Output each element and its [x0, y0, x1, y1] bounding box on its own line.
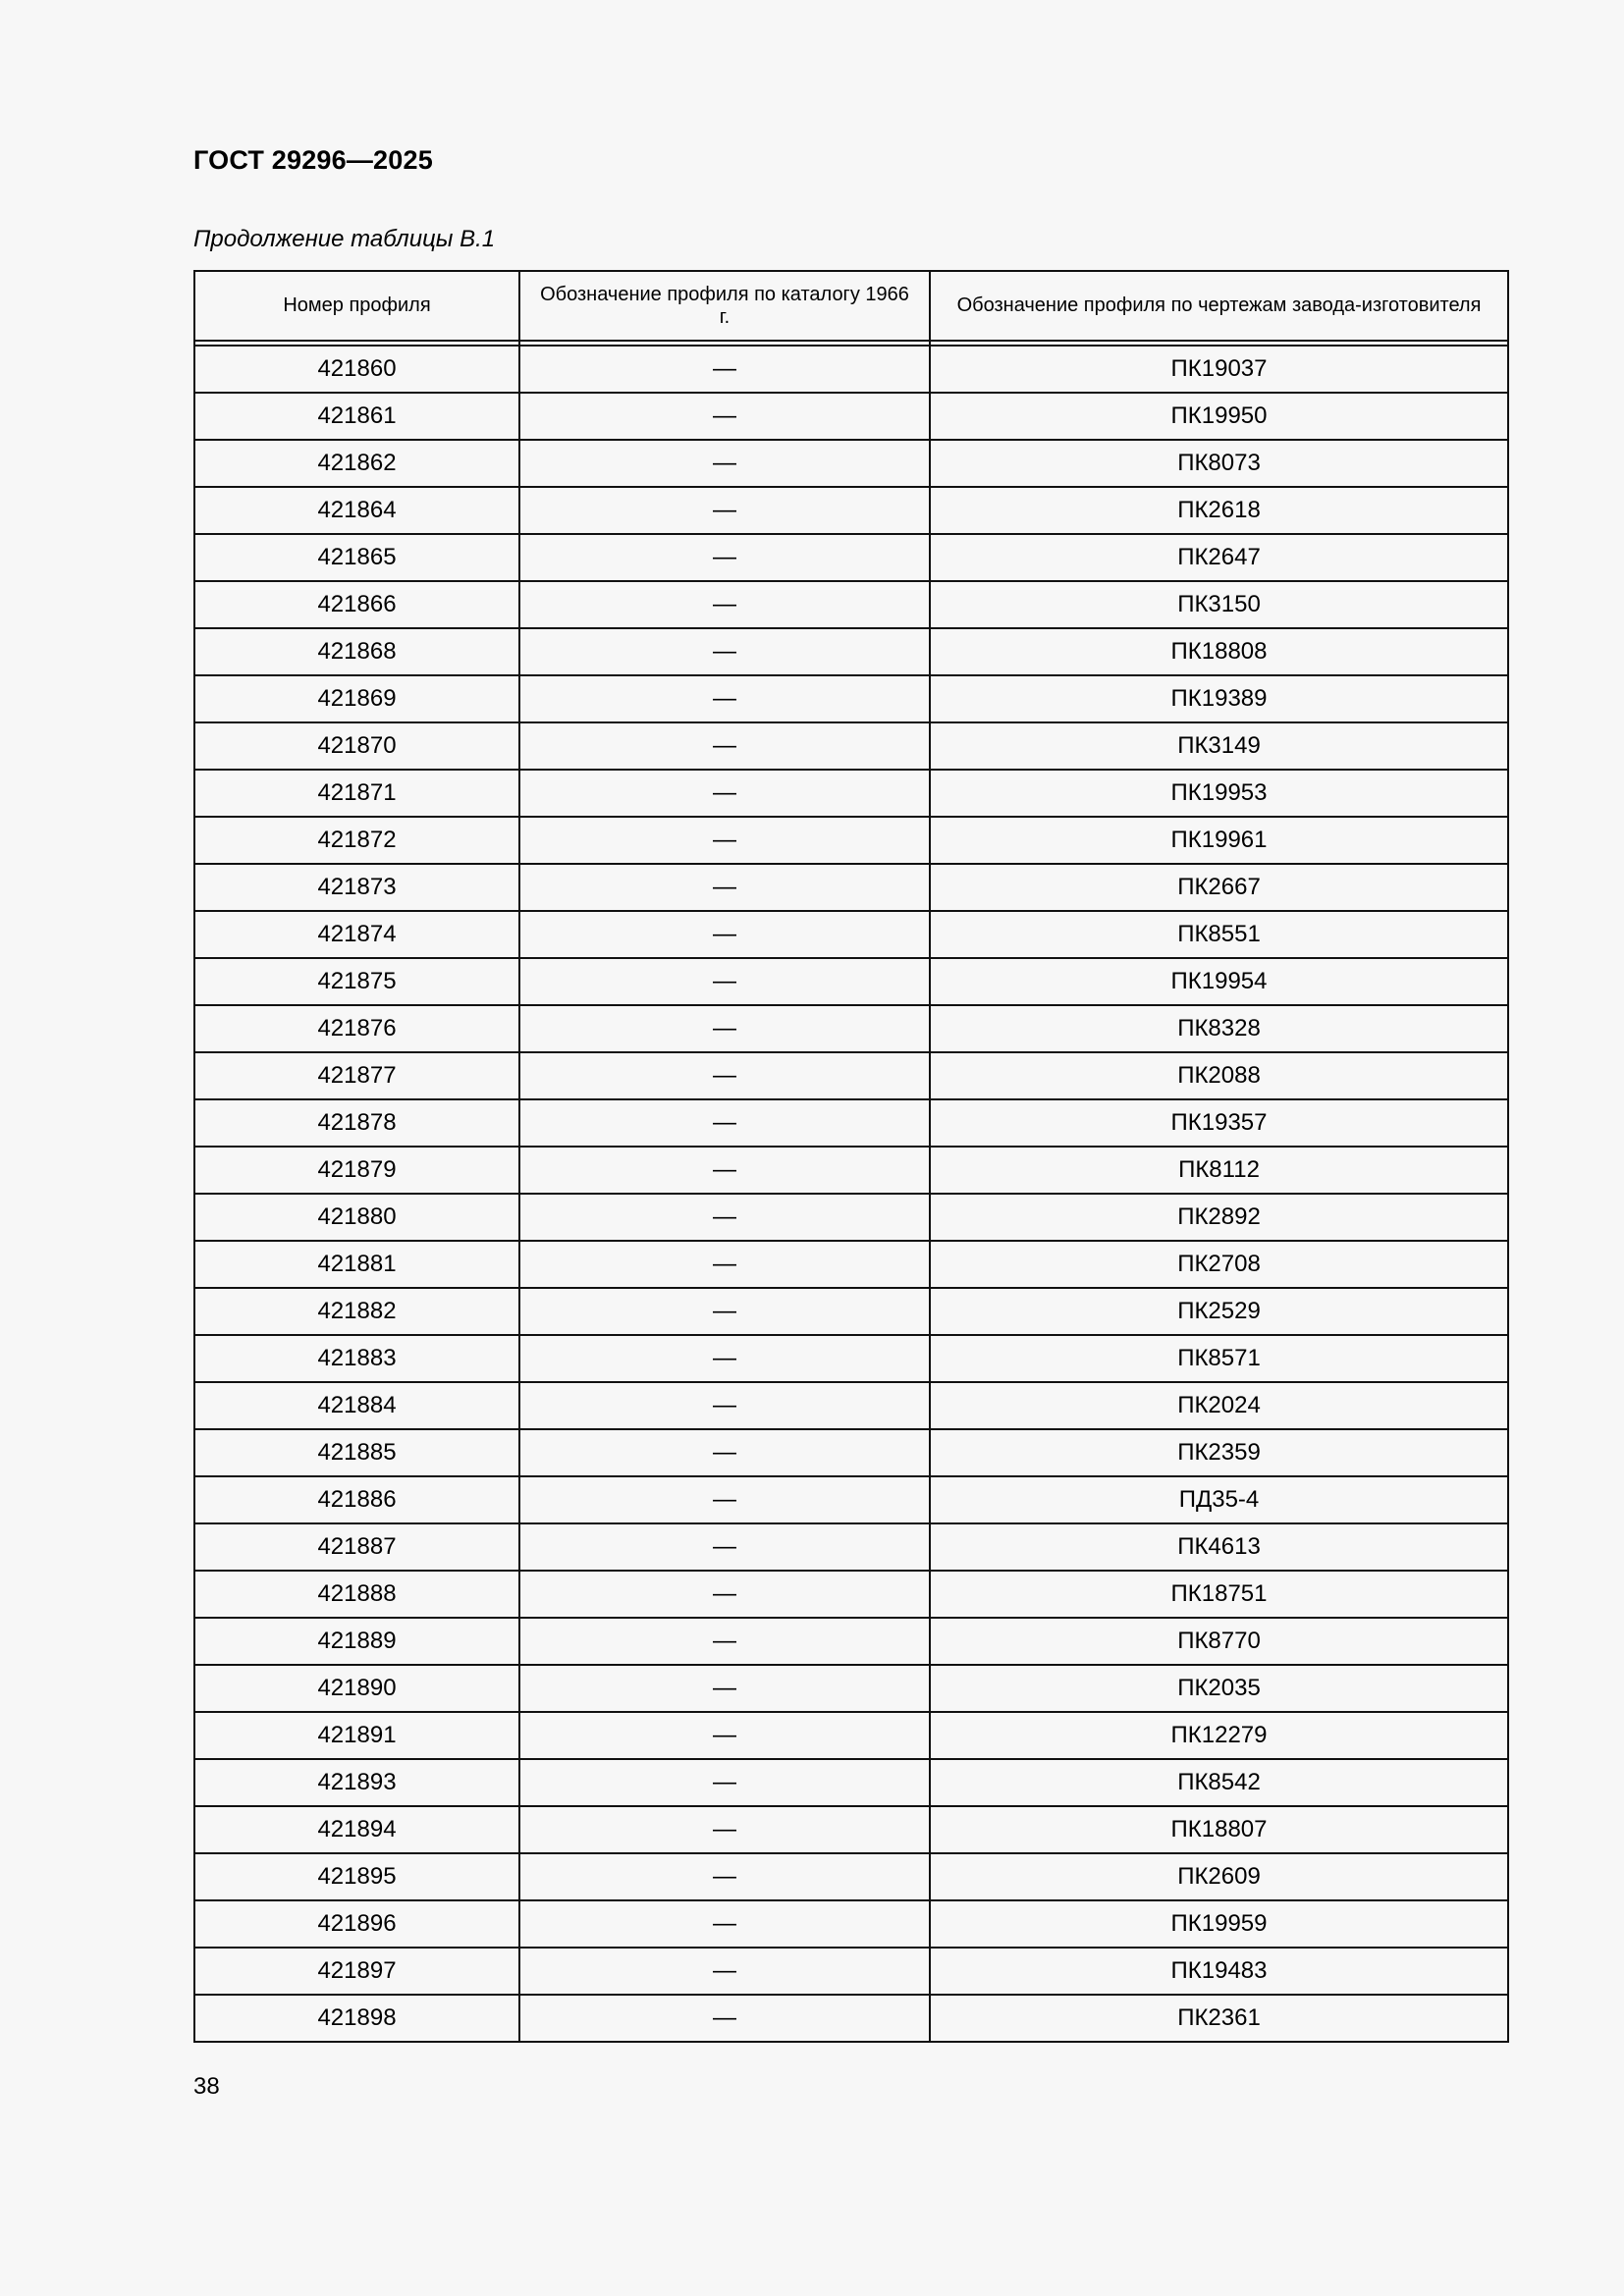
table-row	[194, 1147, 1508, 1194]
cell-catalog-designation: —	[519, 1335, 930, 1382]
cell-factory-designation: ПК18751	[930, 1571, 1508, 1618]
table-row	[194, 722, 1508, 770]
cell-profile-number: 421890	[194, 1665, 519, 1712]
table-row	[194, 911, 1508, 958]
cell-factory-designation: ПК2035	[930, 1665, 1508, 1712]
cell-catalog-designation: —	[519, 675, 930, 722]
table-row	[194, 1806, 1508, 1853]
cell-catalog-designation: —	[519, 1571, 930, 1618]
cell-factory-designation: ПК2359	[930, 1429, 1508, 1476]
cell-factory-designation: ПК19954	[930, 958, 1508, 1005]
cell-catalog-designation: —	[519, 1900, 930, 1948]
cell-factory-designation: ПК3150	[930, 581, 1508, 628]
table-row	[194, 1476, 1508, 1523]
table-row	[194, 1995, 1508, 2042]
cell-profile-number: 421869	[194, 675, 519, 722]
cell-factory-designation: ПК2361	[930, 1995, 1508, 2042]
cell-profile-number: 421898	[194, 1995, 519, 2042]
cell-factory-designation: ПК19389	[930, 675, 1508, 722]
cell-factory-designation: ПК3149	[930, 722, 1508, 770]
cell-catalog-designation: —	[519, 1147, 930, 1194]
cell-profile-number: 421876	[194, 1005, 519, 1052]
cell-profile-number: 421891	[194, 1712, 519, 1759]
cell-catalog-designation: —	[519, 1476, 930, 1523]
document-code: ГОСТ 29296—2025	[193, 145, 433, 175]
cell-catalog-designation: —	[519, 1194, 930, 1241]
cell-factory-designation: ПД35-4	[930, 1476, 1508, 1523]
table-header-row	[194, 271, 1508, 341]
cell-catalog-designation: —	[519, 1523, 930, 1571]
cell-factory-designation: ПК2088	[930, 1052, 1508, 1099]
cell-factory-designation: ПК2667	[930, 864, 1508, 911]
cell-profile-number: 421893	[194, 1759, 519, 1806]
cell-profile-number: 421862	[194, 440, 519, 487]
table-row	[194, 1948, 1508, 1995]
page-number: 38	[193, 2073, 220, 2100]
profile-table-container	[193, 270, 1507, 2043]
table-row	[194, 1618, 1508, 1665]
cell-catalog-designation: —	[519, 393, 930, 440]
cell-factory-designation: ПК19950	[930, 393, 1508, 440]
cell-profile-number: 421894	[194, 1806, 519, 1853]
table-row	[194, 958, 1508, 1005]
cell-factory-designation: ПК8551	[930, 911, 1508, 958]
cell-factory-designation: ПК19953	[930, 770, 1508, 817]
cell-catalog-designation: —	[519, 1005, 930, 1052]
cell-profile-number: 421883	[194, 1335, 519, 1382]
table-row	[194, 1853, 1508, 1900]
cell-factory-designation: ПК19959	[930, 1900, 1508, 1948]
cell-profile-number: 421873	[194, 864, 519, 911]
cell-profile-number: 421881	[194, 1241, 519, 1288]
table-row	[194, 675, 1508, 722]
cell-factory-designation: ПК18808	[930, 628, 1508, 675]
cell-catalog-designation: —	[519, 958, 930, 1005]
cell-catalog-designation: —	[519, 1099, 930, 1147]
cell-catalog-designation: —	[519, 1429, 930, 1476]
table-row	[194, 1382, 1508, 1429]
cell-factory-designation: ПК18807	[930, 1806, 1508, 1853]
table-row	[194, 1571, 1508, 1618]
cell-profile-number: 421866	[194, 581, 519, 628]
cell-factory-designation: ПК19037	[930, 346, 1508, 393]
table-row	[194, 1335, 1508, 1382]
table-row	[194, 864, 1508, 911]
table-row	[194, 1241, 1508, 1288]
cell-profile-number: 421886	[194, 1476, 519, 1523]
cell-profile-number: 421864	[194, 487, 519, 534]
table-row	[194, 487, 1508, 534]
cell-profile-number: 421878	[194, 1099, 519, 1147]
cell-catalog-designation: —	[519, 864, 930, 911]
cell-catalog-designation: —	[519, 581, 930, 628]
table-row	[194, 1429, 1508, 1476]
cell-factory-designation: ПК8073	[930, 440, 1508, 487]
column-header-catalog-designation: Обозначение профиля по каталогу 1966 г.	[519, 271, 930, 341]
cell-catalog-designation: —	[519, 1665, 930, 1712]
cell-factory-designation: ПК2529	[930, 1288, 1508, 1335]
cell-profile-number: 421865	[194, 534, 519, 581]
cell-factory-designation: ПК19357	[930, 1099, 1508, 1147]
cell-profile-number: 421880	[194, 1194, 519, 1241]
cell-profile-number: 421875	[194, 958, 519, 1005]
cell-catalog-designation: —	[519, 722, 930, 770]
cell-factory-designation: ПК19483	[930, 1948, 1508, 1995]
cell-factory-designation: ПК2609	[930, 1853, 1508, 1900]
cell-catalog-designation: —	[519, 1995, 930, 2042]
cell-catalog-designation: —	[519, 911, 930, 958]
cell-profile-number: 421871	[194, 770, 519, 817]
cell-profile-number: 421896	[194, 1900, 519, 1948]
table-row	[194, 1759, 1508, 1806]
table-row	[194, 440, 1508, 487]
cell-factory-designation: ПК12279	[930, 1712, 1508, 1759]
column-header-factory-designation: Обозначение профиля по чертежам завода-изготовителя	[930, 271, 1508, 341]
cell-profile-number: 421879	[194, 1147, 519, 1194]
table-row	[194, 1523, 1508, 1571]
cell-factory-designation: ПК2892	[930, 1194, 1508, 1241]
cell-profile-number: 421884	[194, 1382, 519, 1429]
cell-catalog-designation: —	[519, 770, 930, 817]
cell-factory-designation: ПК8571	[930, 1335, 1508, 1382]
cell-factory-designation: ПК8542	[930, 1759, 1508, 1806]
cell-catalog-designation: —	[519, 817, 930, 864]
cell-profile-number: 421887	[194, 1523, 519, 1571]
cell-factory-designation: ПК8328	[930, 1005, 1508, 1052]
cell-profile-number: 421889	[194, 1618, 519, 1665]
table-row	[194, 581, 1508, 628]
cell-profile-number: 421868	[194, 628, 519, 675]
table-row	[194, 1712, 1508, 1759]
cell-profile-number: 421860	[194, 346, 519, 393]
table-row	[194, 1665, 1508, 1712]
cell-catalog-designation: —	[519, 1052, 930, 1099]
table-row	[194, 393, 1508, 440]
cell-factory-designation: ПК2647	[930, 534, 1508, 581]
cell-factory-designation: ПК8112	[930, 1147, 1508, 1194]
cell-catalog-designation: —	[519, 1853, 930, 1900]
table-row	[194, 628, 1508, 675]
table-body	[194, 341, 1508, 2042]
table-row	[194, 346, 1508, 393]
table-row	[194, 770, 1508, 817]
cell-profile-number: 421870	[194, 722, 519, 770]
cell-profile-number: 421877	[194, 1052, 519, 1099]
cell-catalog-designation: —	[519, 1288, 930, 1335]
cell-profile-number: 421874	[194, 911, 519, 958]
cell-catalog-designation: —	[519, 628, 930, 675]
cell-catalog-designation: —	[519, 534, 930, 581]
cell-catalog-designation: —	[519, 346, 930, 393]
table-row	[194, 1900, 1508, 1948]
table-caption: Продолжение таблицы В.1	[193, 226, 496, 252]
table-row	[194, 1099, 1508, 1147]
cell-profile-number: 421872	[194, 817, 519, 864]
cell-profile-number: 421861	[194, 393, 519, 440]
cell-factory-designation: ПК2618	[930, 487, 1508, 534]
profile-table	[193, 270, 1509, 2043]
cell-catalog-designation: —	[519, 1948, 930, 1995]
table-row	[194, 1194, 1508, 1241]
cell-catalog-designation: —	[519, 440, 930, 487]
cell-factory-designation: ПК2024	[930, 1382, 1508, 1429]
table-row	[194, 1288, 1508, 1335]
table-row	[194, 817, 1508, 864]
cell-catalog-designation: —	[519, 1712, 930, 1759]
cell-catalog-designation: —	[519, 1241, 930, 1288]
cell-profile-number: 421895	[194, 1853, 519, 1900]
cell-profile-number: 421897	[194, 1948, 519, 1995]
table-row	[194, 1052, 1508, 1099]
cell-factory-designation: ПК4613	[930, 1523, 1508, 1571]
cell-profile-number: 421882	[194, 1288, 519, 1335]
cell-factory-designation: ПК19961	[930, 817, 1508, 864]
cell-factory-designation: ПК8770	[930, 1618, 1508, 1665]
cell-profile-number: 421885	[194, 1429, 519, 1476]
cell-profile-number: 421888	[194, 1571, 519, 1618]
table-row	[194, 1005, 1508, 1052]
cell-catalog-designation: —	[519, 1759, 930, 1806]
cell-catalog-designation: —	[519, 1382, 930, 1429]
cell-catalog-designation: —	[519, 487, 930, 534]
column-header-profile-number: Номер профиля	[194, 271, 519, 341]
cell-catalog-designation: —	[519, 1806, 930, 1853]
table-row	[194, 534, 1508, 581]
cell-catalog-designation: —	[519, 1618, 930, 1665]
cell-factory-designation: ПК2708	[930, 1241, 1508, 1288]
